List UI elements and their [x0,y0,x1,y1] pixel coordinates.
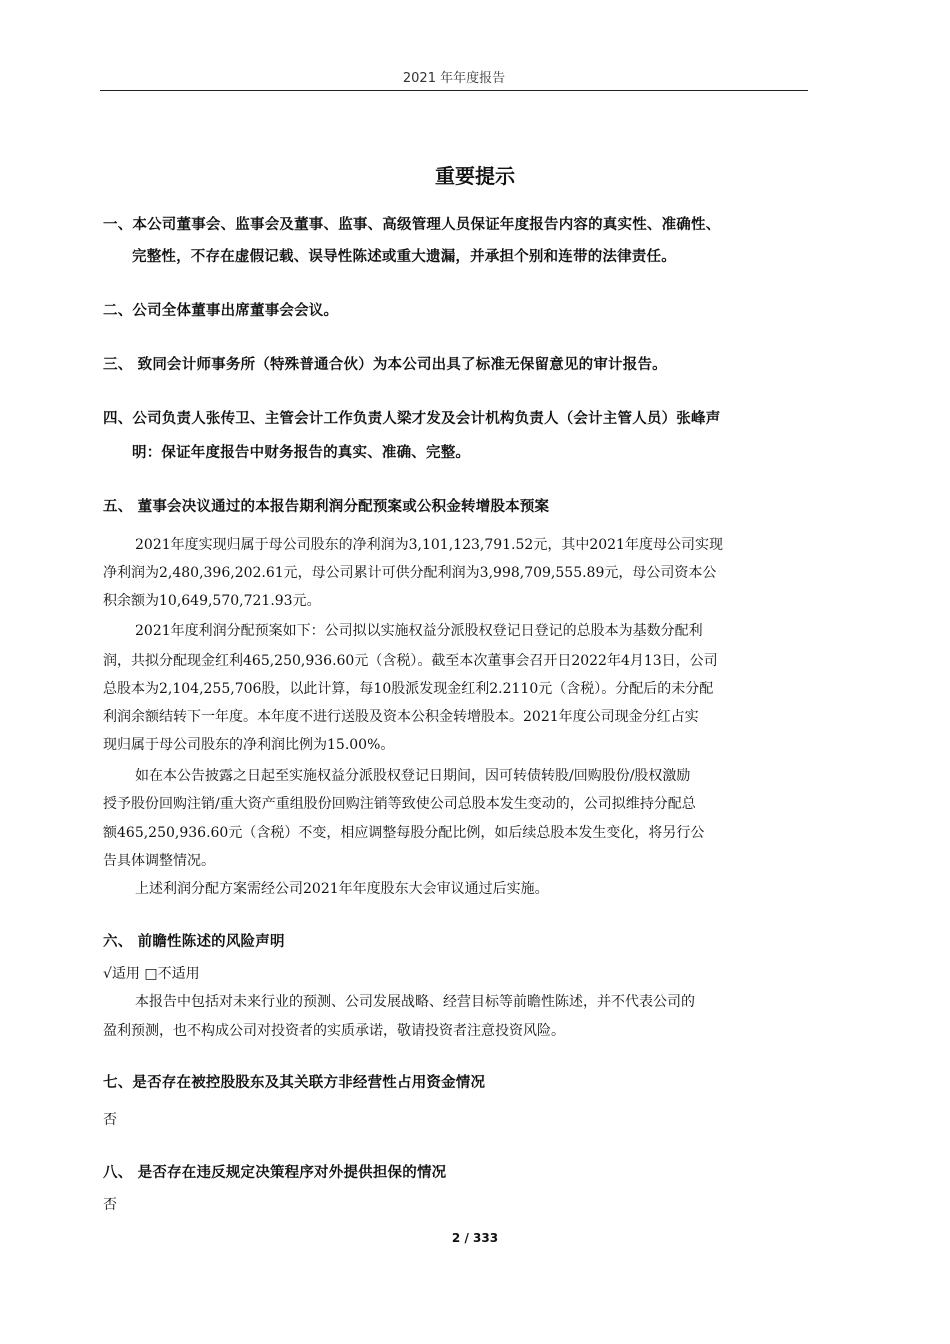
section-heading-line: 三、 致同会计师事务所（特殊普通合伙）为本公司出具了标准无保留意见的审计报告。 [103,357,667,373]
section-heading-line: 明：保证年度报告中财务报告的真实、准确、完整。 [132,445,471,461]
paragraph-line: √适用 □不适用 [103,966,200,982]
section-heading-line: 五、 董事会决议通过的本报告期利润分配预案或公积金转增股本预案 [103,499,550,515]
paragraph-line: 上述利润分配方案需经公司2021年年度股东大会审议通过后实施。 [135,881,549,897]
paragraph-line: 如在本公告披露之日起至实施权益分派股权登记日期间，因可转债转股/回购股份/股权激励 [135,768,691,784]
page-header [100,60,808,91]
paragraph-line: 利润余额结转下一年度。本年度不进行送股及资本公积金转增股本。2021年度公司现金分红占实 [103,709,699,725]
section-heading-line: 八、 是否存在违反规定决策程序对外提供担保的情况 [103,1165,447,1181]
paragraph-line: 否 [103,1197,117,1213]
paragraph-line: 额465,250,936.60元（含税）不变，相应调整每股分配比例，如后续总股本发生变化，将另行公 [103,825,705,841]
section-heading-line: 一、本公司董事会、监事会及董事、监事、高级管理人员保证年度报告内容的真实性、准确性、 [103,217,721,233]
paragraph-line: 总股本为2,104,255,706股，以此计算，每10股派发现金红利2.2110元（含税）。分配后的未分配 [103,681,714,697]
paragraph-line: 净利润为2,480,396,202.61元，母公司累计可供分配利润为3,998,709,555.89元，母公司资本公 [103,565,717,581]
section-heading-line: 完整性，不存在虚假记载、误导性陈述或重大遗漏，并承担个别和连带的法律责任。 [132,249,676,265]
paragraph-line: 授予股份回购注销/重大资产重组股份回购注销等致使公司总股本发生变动的，公司拟维持分配总 [103,796,696,812]
paragraph-line: 告具体调整情况。 [103,853,215,869]
paragraph-line: 本报告中包括对未来行业的预测、公司发展战略、经营目标等前瞻性陈述，并不代表公司的 [135,994,695,1010]
section-heading-line: 四、公司负责人张传卫、主管会计工作负责人梁才发及会计机构负责人（会计主管人员）张峰声 [103,411,721,427]
paragraph-line: 现归属于母公司股东的净利润比例为15.00%。 [103,737,395,753]
section-heading-line: 六、 前瞻性陈述的风险声明 [103,934,285,950]
paragraph-line: 2021年度实现归属于母公司股东的净利润为3,101,123,791.52元，其中2021年度母公司实现 [135,537,723,553]
paragraph-line: 积余额为10,649,570,721.93元。 [103,593,321,609]
paragraph-line: 润，共拟分配现金红利465,250,936.60元（含税）。截至本次董事会召开日2022年4月13日，公司 [103,653,718,669]
paragraph-line: 盈利预测，也不构成公司对投资者的实质承诺，敬请投资者注意投资风险。 [103,1023,565,1039]
page-number: 2 / 333 [451,1231,499,1245]
paragraph-line: 2021年度利润分配预案如下：公司拟以实施权益分派股权登记日登记的总股本为基数分配利 [135,623,703,639]
section-heading-line: 七、是否存在被控股股东及其关联方非经营性占用资金情况 [103,1075,486,1091]
paragraph-line: 否 [103,1112,117,1128]
page-title: 重要提示 [435,164,515,188]
header-title: 2021 年年度报告 [402,71,506,86]
section-heading-line: 二、公司全体董事出席董事会会议。 [103,303,339,319]
